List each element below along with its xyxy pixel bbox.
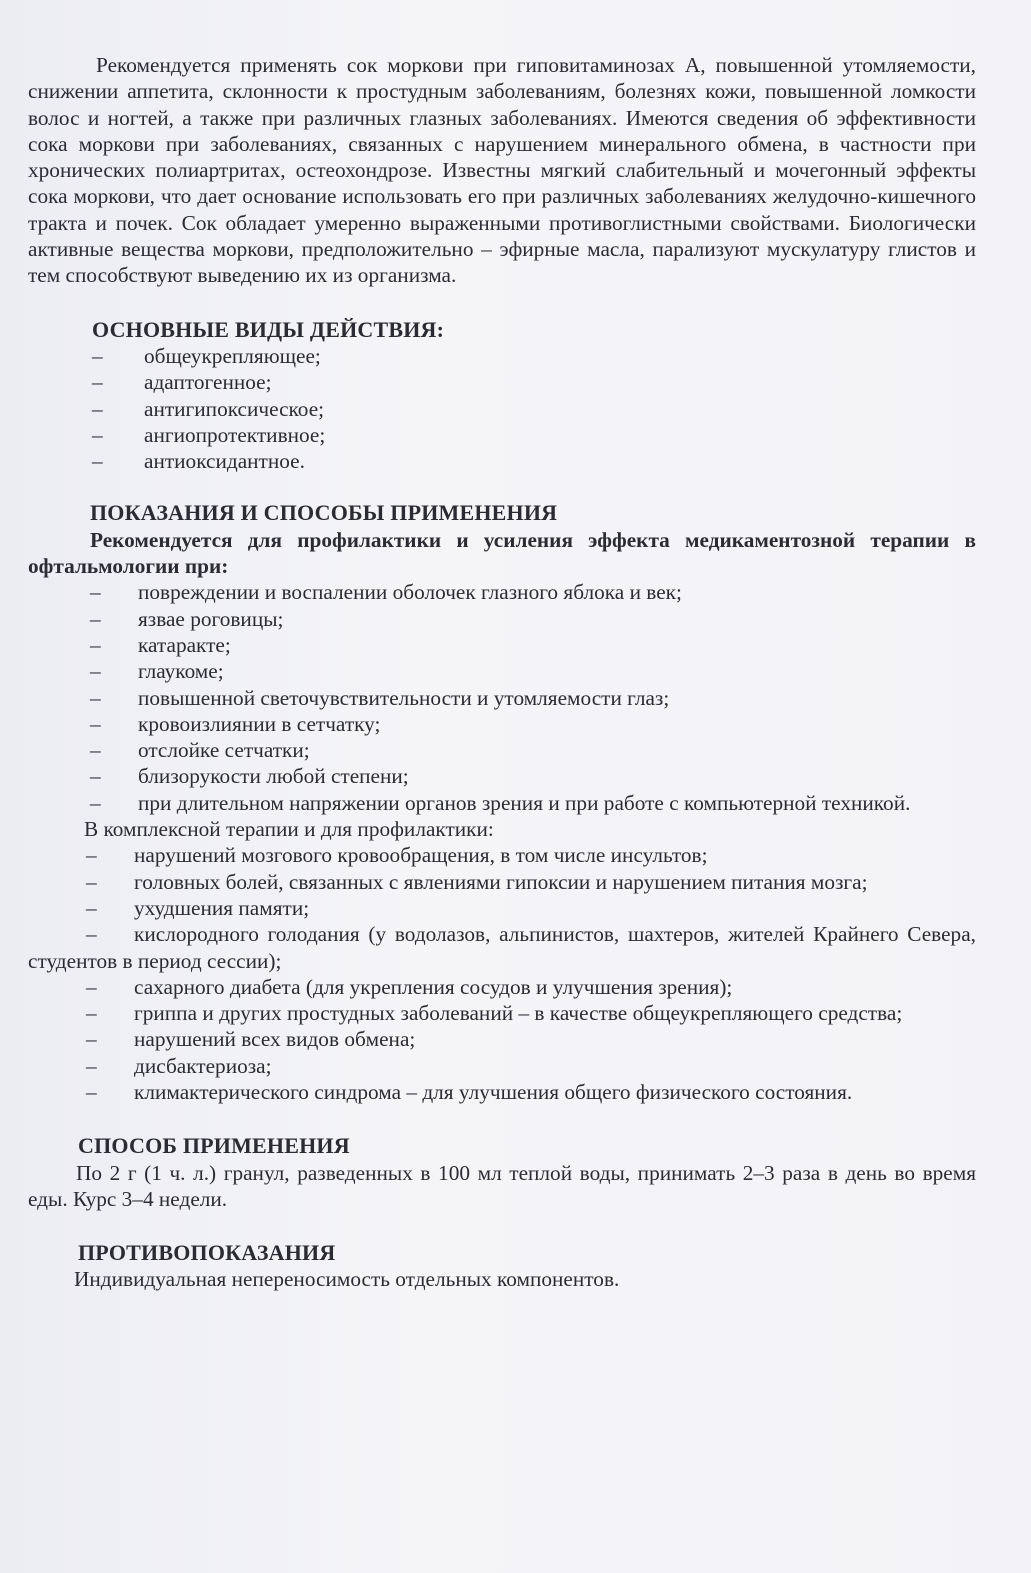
list-item: – сахарного диабета (для укрепления сосудов и улучшения зрения);: [86, 974, 733, 999]
list-item: – глаукоме;: [90, 659, 224, 684]
list-item: – при длительном напряжении органов зрения и при работе с компьютерной техникой.: [90, 790, 911, 815]
complex-therapy-lead: В комплексной терапии и для профилактики:: [84, 817, 494, 842]
list-item: – катаракте;: [90, 632, 231, 657]
indications-lead: Рекомендуется для профилактики и усиления эффекта медикаментозной терапии в офтальмологии при:: [28, 527, 976, 579]
list-item: – повышенной светочувствительности и утомляемости глаз;: [90, 685, 670, 710]
actions-list: [28, 343, 976, 474]
list-item: – антигипоксическое;: [92, 396, 325, 421]
list-item: – общеукрепляющее;: [92, 343, 321, 368]
method-heading: СПОСОБ ПРИМЕНЕНИЯ: [78, 1133, 350, 1159]
list-item: – адаптогенное;: [92, 370, 272, 395]
actions-heading: ОСНОВНЫЕ ВИДЫ ДЕЙСТВИЯ:: [92, 316, 445, 342]
list-item: – нарушений мозгового кровообращения, в том числе инсультов;: [86, 843, 708, 868]
list-item: – повреждении и воспалении оболочек глазного яблока и век;: [90, 580, 682, 605]
list-item: – ангиопротективное;: [92, 422, 326, 447]
indications-heading: ПОКАЗАНИЯ И СПОСОБЫ ПРИМЕНЕНИЯ: [90, 500, 558, 526]
complex-indications-list: [28, 842, 976, 1105]
list-item: – дисбактериоза;: [86, 1053, 272, 1078]
intro-paragraph: Рекомендуется применять сок моркови при гиповитаминозах А, повышенной утомляемости, снижении аппетита, склонности к простудным заболеваниям, болезнях кожи, повышенной ломкости волос и ногтей, а также при различных глазных заболеваниях. Имеются сведения об эффективности сока моркови при заболеваниях, связанных с нарушением минерального обмена, в частности при хронических полиартритах, остеохондрозе. Известны мягкий слабительный и мочегонный эффекты сока моркови, что дает основание использовать его при различных заболеваниях желудочно-кишечного тракта и почек. Сок обладает умеренно выраженными противоглистными свойствами. Биологически активные вещества моркови, предположительно – эфирные масла, парализуют мускулатуру глистов и тем способствуют выведению их из организма.: [28, 53, 976, 288]
eye-indications-list: [28, 579, 976, 816]
list-item: – головных болей, связанных с явлениями гипоксии и нарушением питания мозга;: [86, 869, 868, 894]
list-item: – язвае роговицы;: [90, 606, 284, 631]
list-item: – климактерического синдрома – для улучшения общего физического состояния.: [86, 1079, 853, 1104]
contraindications-heading: ПРОТИВОПОКАЗАНИЯ: [78, 1240, 336, 1266]
list-item: – нарушений всех видов обмена;: [86, 1027, 416, 1052]
contraindications-text: Индивидуальная непереносимость отдельных компонентов.: [74, 1267, 620, 1292]
method-text: По 2 г (1 ч. л.) гранул, разведенных в 100 мл теплой воды, принимать 2–3 раза в день во время еды. Курс 3–4 недели.: [28, 1160, 976, 1211]
list-item: – ухудшения памяти;: [86, 895, 310, 920]
list-item: – антиоксидантное.: [92, 449, 305, 474]
list-item: – отслойке сетчатки;: [90, 738, 310, 763]
page-content: [28, 52, 976, 1293]
list-item: – кровоизлиянии в сетчатку;: [90, 711, 381, 736]
list-item: – гриппа и других простудных заболеваний – в качестве общеукрепляющего средства;: [86, 1001, 903, 1026]
list-item: – кислородного голодания (у водолазов, альпинистов, шахтеров, жителей Крайнего Севера, студентов в период сессии);: [28, 922, 976, 973]
list-item: – близорукости любой степени;: [90, 764, 409, 789]
